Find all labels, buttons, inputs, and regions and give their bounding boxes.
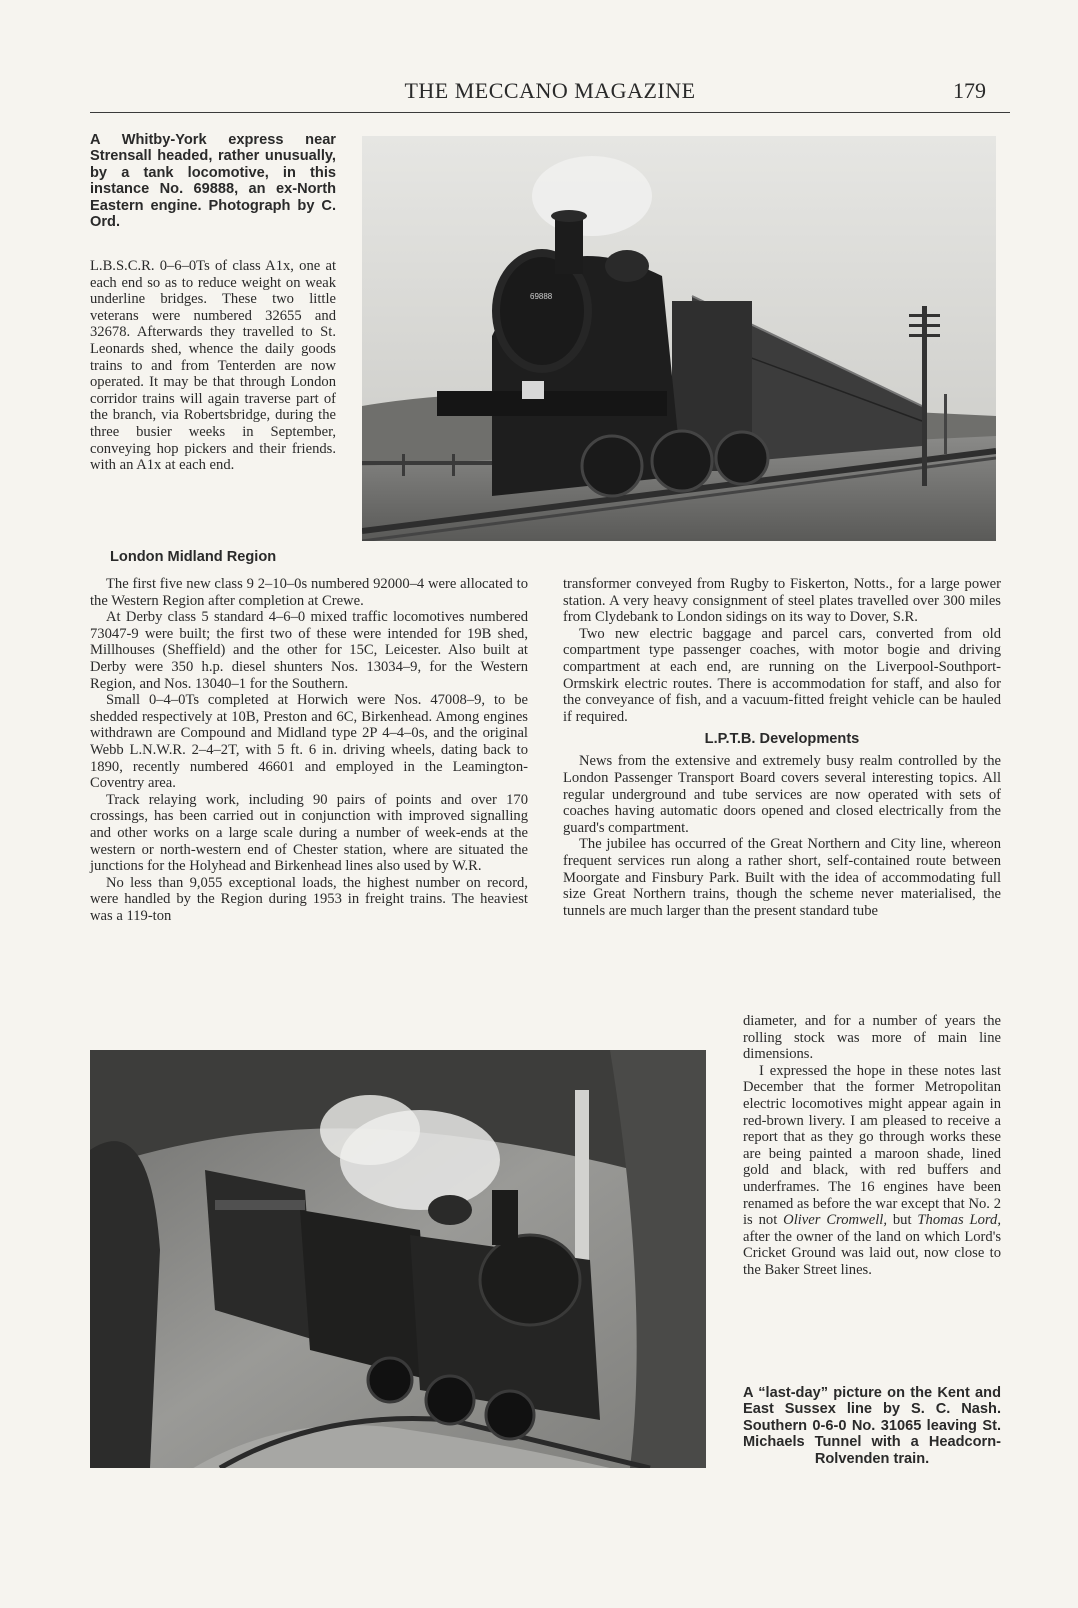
bottom-photo-caption-block bbox=[743, 1385, 1001, 1467]
text-run: I expressed the hope in these notes last December that the former Metropolitan electric locomotives might appear again in red-brown livery. I am pleased to receive a report that as they go through works these are being painted a maroon shade, lined gold and black, with red buffers and underframes. The 16 engines have been renamed as before the war except that No. 2 is not bbox=[743, 1062, 1001, 1229]
paragraph: News from the extensive and extremely busy realm controlled by the London Passenger Transport Board covers several interesting topics. All regular underground and tube services are now operated with sets of coaches having automatic doors opened and closed electrically from the guard's compartment. bbox=[563, 753, 1001, 836]
paragraph: At Derby class 5 standard 4–6–0 mixed traffic locomotives numbered 73047-9 were built; the first two of these were intended for 19B shed, Millhouses (Sheffield) and the other for 15C, Leicester. Also built at Derby were 350 h.p. diesel shunters Nos. 13034–9, for the Western Region, and Nos. 13040–1 for the Southern. bbox=[90, 609, 528, 692]
text-run: after the owner of the land on which Lord's Cricket Ground was laid out, now close to the Baker Street lines. bbox=[743, 1228, 1001, 1278]
paragraph: transformer conveyed from Rugby to Fiskerton, Notts., for a large power station. A very heavy consignment of steel plates travelled over 300 miles from Clydebank to London sidings on its way to Dover, S.R. bbox=[563, 576, 1001, 626]
magazine-title: THE MECCANO MAGAZINE bbox=[404, 78, 696, 103]
top-photo-caption-block bbox=[90, 132, 336, 230]
engine-name-oliver-cromwell: Oliver Cromwell, bbox=[783, 1212, 887, 1229]
section-heading-london-midland: London Midland Region bbox=[110, 549, 277, 565]
engine-name-thomas-lord: Thomas Lord, bbox=[917, 1212, 1002, 1229]
left-main-column bbox=[90, 576, 528, 924]
paragraph: L.B.S.C.R. 0–6–0Ts of class A1x, one at each end so as to reduce weight on weak underline bridges. These two little veterans were numbered 32655 and 32678. Afterwards they travelled to St. Leonards shed, whence the daily goods trains to and from Tenterden are now operated. It may be that through London corridor trains will again traverse part of the branch, via Robertsbridge, during the three busier weeks in September, conveying hop pickers and their friends. with an A1x at each end. bbox=[90, 258, 336, 474]
lmr-heading-block bbox=[110, 549, 370, 565]
bottom-photo-caption: A “last-day” picture on the Kent and East Sussex line by S. C. Nash. Southern 0-6-0 No. 31065 leaving St. Michaels Tunnel with a Headcorn-Rolvenden train. bbox=[743, 1385, 1001, 1467]
narrow-right-column bbox=[743, 1013, 1001, 1279]
paragraph: Two new electric baggage and parcel cars, converted from old compartment type passenger coaches, with motor bogie and driving compartment at each end, are running on the Liverpool-Southport-Ormskirk electric routes. There is accommodation for staff, and also for the conveyance of fish, and a vacuum-fitted freight vehicle can be hauled if required. bbox=[563, 625, 1001, 725]
paragraph: Track relaying work, including 90 pairs of points and over 170 crossings, has been carried out in conjunction with improved signalling and other works on a large scale during a number of week-ends at the western or north-western end of Chester station, where are situated the junctions for the Holyhead and Birkenhead lines also used by W.R. bbox=[90, 791, 528, 875]
smokebox-number: 69888 bbox=[530, 292, 553, 301]
left-narrow-column bbox=[90, 258, 336, 474]
paragraph: The first five new class 9 2–10–0s numbered 92000–4 were allocated to the Western Region after completion at Crewe. bbox=[90, 576, 528, 609]
top-photograph bbox=[362, 136, 996, 541]
text-run: but bbox=[887, 1212, 918, 1229]
branch-train-photo-illustration bbox=[90, 1050, 706, 1468]
paragraph: No less than 9,055 exceptional loads, the highest number on record, were handled by the Region during 1953 in freight trains. The heaviest was a 119-ton bbox=[90, 874, 528, 924]
bottom-photograph bbox=[90, 1050, 706, 1468]
paragraph: Small 0–4–0Ts completed at Horwich were Nos. 47008–9, to be shedded respectively at 10B, Preston and 6C, Birkenhead. Among engines withdrawn are Compound and Midland type 2P 4–4–0s, and the original Webb L.N.W.R. 2–4–2T, with 5 ft. 6 in. driving wheels, dating back to 1890, recently numbered 46601 and employed in the Leamington-Coventry area. bbox=[90, 692, 528, 792]
running-head bbox=[90, 78, 1010, 113]
top-photo-caption: A Whitby-York express near Strensall headed, rather unusually, by a tank locomotive, in this instance No. 69888, an ex-North Eastern engine. Photograph by C. Ord. bbox=[90, 132, 336, 231]
paragraph: The jubilee has occurred of the Great Northern and City line, whereon frequent services run along a rather short, self-contained route between Moorgate and Finsbury Park. Built with the idea of accommodating full size Great Northern trains, though the scheme never materialised, the tunnels are much larger than the present standard tube bbox=[563, 836, 1001, 919]
paragraph: diameter, and for a number of years the rolling stock was more of main line dimensions. bbox=[743, 1013, 1001, 1063]
right-main-column bbox=[563, 576, 1001, 919]
locomotive-photo-illustration bbox=[362, 136, 996, 541]
page-number: 179 bbox=[953, 78, 986, 103]
section-heading-lptb: L.P.T.B. Developments bbox=[704, 731, 860, 748]
paragraph-with-names bbox=[743, 1063, 1001, 1279]
